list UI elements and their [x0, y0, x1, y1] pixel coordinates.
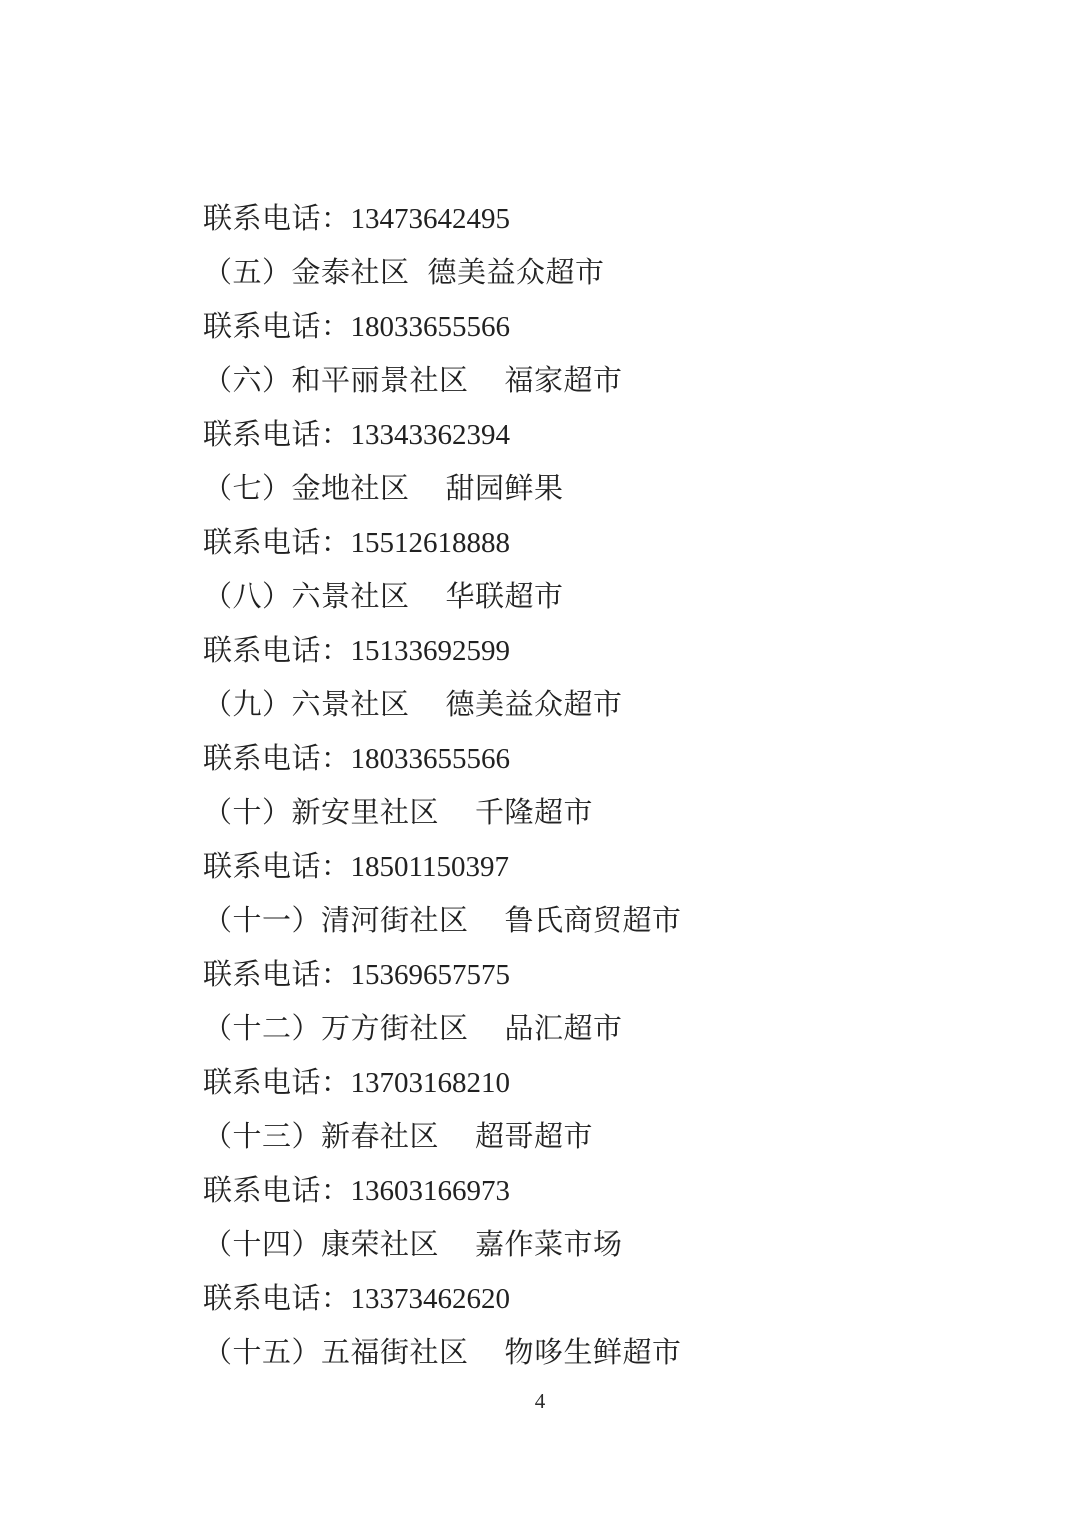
store-name: 千隆超市 [475, 797, 594, 829]
community-name: 和平丽景社区 [291, 365, 469, 397]
phone-line [203, 1272, 682, 1326]
entry-index: （十） [203, 797, 292, 829]
phone-line [203, 624, 682, 678]
entry-heading [203, 1326, 682, 1380]
community-name: 金泰社区 [291, 257, 410, 289]
entry-heading [203, 354, 682, 408]
phone-label: 联系电话： [203, 851, 351, 883]
community-name: 新春社区 [321, 1121, 440, 1153]
entry-heading [203, 1002, 682, 1056]
entry-index: （十一） [203, 905, 322, 937]
phone-line [203, 840, 682, 894]
entry-heading [203, 462, 682, 516]
community-name: 万方街社区 [321, 1013, 469, 1045]
phone-label: 联系电话： [203, 1283, 351, 1315]
entry-index: （十四） [203, 1229, 322, 1261]
phone-label: 联系电话： [203, 743, 351, 775]
entry-heading [203, 1110, 682, 1164]
store-name: 鲁氏商贸超市 [504, 905, 682, 937]
document-body [203, 192, 682, 1380]
community-name: 清河街社区 [321, 905, 469, 937]
entry-index: （七） [203, 473, 292, 505]
entry-heading [203, 246, 682, 300]
community-name: 六景社区 [291, 689, 410, 721]
phone-line [203, 1164, 682, 1218]
community-name: 六景社区 [291, 581, 410, 613]
phone-label: 联系电话： [203, 1175, 351, 1207]
entry-index: （十二） [203, 1013, 322, 1045]
phone-line [203, 192, 682, 246]
store-name: 德美益众超市 [445, 689, 623, 721]
entry-heading [203, 1218, 682, 1272]
phone-label: 联系电话： [203, 311, 351, 343]
phone-number: 13603166973 [350, 1175, 511, 1207]
phone-line [203, 300, 682, 354]
phone-label: 联系电话： [203, 635, 351, 667]
page-number: 4 [534, 1389, 546, 1413]
store-name: 福家超市 [504, 365, 623, 397]
store-name: 德美益众超市 [427, 257, 605, 289]
community-name: 五福街社区 [321, 1337, 469, 1369]
phone-number: 18033655566 [350, 311, 511, 343]
community-name: 康荣社区 [321, 1229, 440, 1261]
store-name: 物哆生鲜超市 [504, 1337, 682, 1369]
store-name: 嘉作菜市场 [475, 1229, 623, 1261]
entry-index: （五） [203, 257, 292, 289]
entry-index: （八） [203, 581, 292, 613]
entry-heading [203, 786, 682, 840]
entry-heading [203, 570, 682, 624]
phone-label: 联系电话： [203, 203, 351, 235]
phone-line [203, 408, 682, 462]
phone-label: 联系电话： [203, 419, 351, 451]
entry-index: （十三） [203, 1121, 322, 1153]
phone-number: 13343362394 [350, 419, 511, 451]
store-name: 品汇超市 [504, 1013, 623, 1045]
phone-number: 18501150397 [350, 851, 509, 883]
entry-heading [203, 678, 682, 732]
phone-label: 联系电话： [203, 959, 351, 991]
entry-heading [203, 894, 682, 948]
phone-line [203, 948, 682, 1002]
phone-number: 15369657575 [350, 959, 511, 991]
phone-line [203, 1056, 682, 1110]
phone-number: 15512618888 [350, 527, 511, 559]
entry-index: （九） [203, 689, 292, 721]
phone-line [203, 732, 682, 786]
store-name: 甜园鲜果 [445, 473, 564, 505]
phone-line [203, 516, 682, 570]
community-name: 金地社区 [291, 473, 410, 505]
phone-number: 13473642495 [350, 203, 511, 235]
phone-number: 13373462620 [350, 1283, 511, 1315]
phone-number: 18033655566 [350, 743, 511, 775]
store-name: 超哥超市 [475, 1121, 594, 1153]
entry-index: （六） [203, 365, 292, 397]
phone-label: 联系电话： [203, 1067, 351, 1099]
phone-number: 15133692599 [350, 635, 511, 667]
phone-label: 联系电话： [203, 527, 351, 559]
store-name: 华联超市 [445, 581, 564, 613]
phone-number: 13703168210 [350, 1067, 511, 1099]
community-name: 新安里社区 [291, 797, 440, 829]
entry-index: （十五） [203, 1337, 322, 1369]
